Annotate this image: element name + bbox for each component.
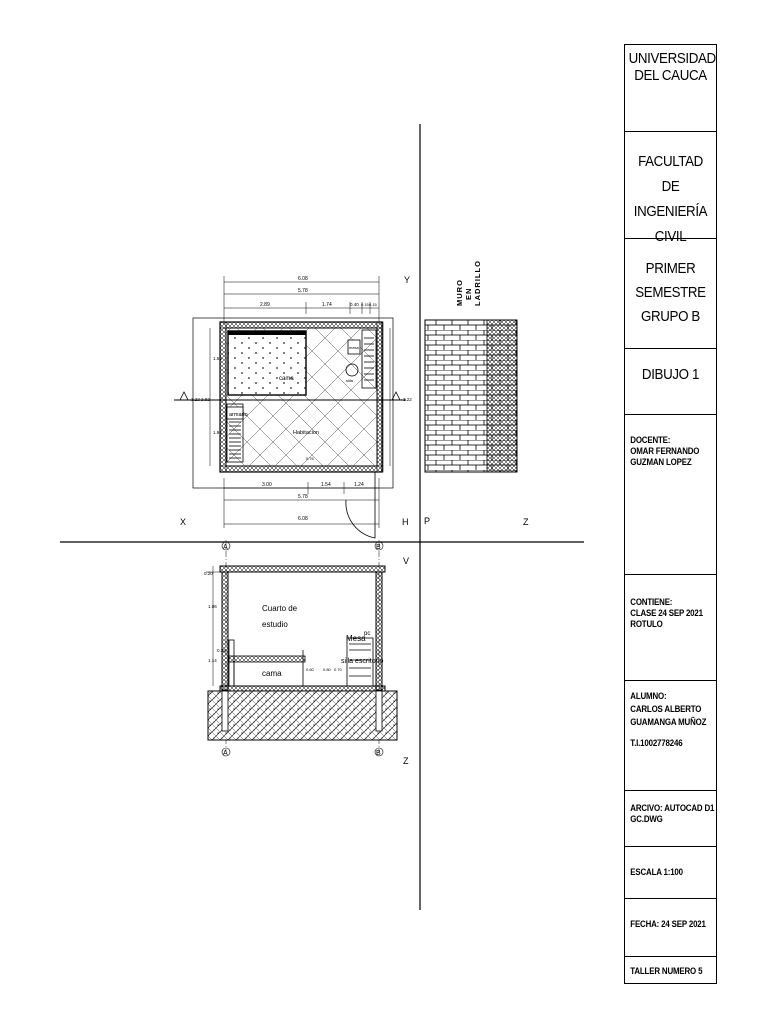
dim-top-b: 1.74 <box>322 302 332 308</box>
tb-contents <box>625 575 716 681</box>
tb-teacher-name-2: GUZMAN LOPEZ <box>630 457 692 467</box>
tb-contents-line-2: ROTULO <box>630 619 663 629</box>
label-z-bottom: Z <box>403 756 409 766</box>
sec-room-label-1: Cuarto de <box>262 604 298 613</box>
wall-label-1: MURO <box>455 279 464 306</box>
tb-student-name-1: CARLOS ALBERTO <box>630 704 702 714</box>
sec-dim-e: 0.60 <box>306 667 314 672</box>
dim-top-a: 2.89 <box>260 302 270 308</box>
tb-faculty-line-2: INGENIERÍA <box>633 204 708 220</box>
tb-workshop-text: TALLER NUMERO 5 <box>630 966 703 976</box>
tb-student-label: ALUMNO: <box>630 691 667 701</box>
sec-dim-a: 0.20 <box>204 571 213 576</box>
wall-label-3: LADRILLO <box>473 260 482 306</box>
plan-desk-label: mesa <box>349 345 359 350</box>
tb-drawing <box>625 349 716 415</box>
dim-bottom-total: 6.08 <box>298 516 308 522</box>
tb-drawing-title: DIBUJO 1 <box>641 367 700 383</box>
tb-contents-label: CONTIENE: <box>630 597 673 607</box>
dim-top-c: 0.40 <box>350 302 359 307</box>
tb-file-line-2: GC.DWG <box>630 814 663 824</box>
sec-pc-label: pc <box>364 631 371 637</box>
tb-university-line-1: UNIVERSIDAD <box>628 51 716 67</box>
dim-left-b: 1.92 <box>213 430 222 435</box>
dim-bottom-inner: 5.78 <box>298 494 308 500</box>
sec-dim-c: 0.38 <box>217 648 226 653</box>
tb-faculty-line-1: FACULTAD DE <box>638 154 703 195</box>
sec-bed-label: cama <box>262 669 282 678</box>
dim-bottom-b: 1.54 <box>321 482 331 488</box>
axis-a-top: A <box>223 544 228 551</box>
dim-top-d: 0.15 <box>361 302 369 307</box>
tb-teacher-name-1: OMAR FERNANDO <box>630 446 700 456</box>
tb-semester <box>625 239 716 349</box>
plan-inner-dim: 5.76 <box>306 456 314 461</box>
tb-date-text: FECHA: 24 SEP 2021 <box>630 919 706 929</box>
sec-dim-g: 0.70 <box>334 667 342 672</box>
tb-contents-line-1: CLASE 24 SEP 2021 <box>630 608 703 618</box>
tb-faculty-line-3: CIVIL <box>654 229 687 245</box>
label-v: V <box>403 556 410 566</box>
floor-plan <box>174 276 412 538</box>
tb-semester-line-3: GRUPO B <box>641 309 700 325</box>
dim-bottom-c: 1.24 <box>354 482 364 488</box>
section-view <box>204 540 397 757</box>
plan-chair-label: silla <box>346 378 353 383</box>
label-h: H <box>402 517 409 527</box>
tb-university <box>625 45 716 132</box>
sec-dim-b: 1.06 <box>208 604 217 609</box>
tb-semester-line-1: PRIMER <box>645 261 696 277</box>
dim-top-inner: 5.78 <box>298 288 308 294</box>
sec-dim-f: 0.80 <box>323 667 331 672</box>
tb-teacher-label: DOCENTE: <box>630 435 671 445</box>
tb-faculty <box>625 132 716 245</box>
label-p: P <box>424 516 431 526</box>
tb-scale <box>625 847 716 899</box>
tb-teacher <box>625 415 716 575</box>
dim-top-total: 6.08 <box>298 276 308 282</box>
sec-room-label-2: estudio <box>262 620 288 629</box>
tb-student <box>625 681 716 791</box>
dim-side-left: 3.22 <box>191 397 200 402</box>
tb-student-id: T.I.1002778246 <box>630 738 683 748</box>
plan-room-label: Habitacion <box>293 430 319 436</box>
plan-bed-label: cama <box>279 376 294 382</box>
axis-b-top: B <box>376 544 381 551</box>
dim-top-e: 0.15 <box>369 302 377 307</box>
sec-desk-label: Mesa <box>346 634 366 643</box>
tb-workshop <box>625 957 716 983</box>
sec-dim-d: 1.14 <box>208 658 217 663</box>
axis-a-bottom: A <box>223 750 228 757</box>
wall-label-2: EN <box>464 287 473 300</box>
tb-scale-text: ESCALA 1:100 <box>630 867 683 877</box>
tb-file <box>625 791 716 847</box>
sec-chair-label: silla escritorio <box>341 658 384 665</box>
dim-side-left-2: 2.92 <box>201 397 210 402</box>
plan-closet-label: armario <box>229 412 248 418</box>
dim-left-a: 1.56 <box>213 356 222 361</box>
label-x: X <box>180 517 187 527</box>
label-y: Y <box>404 275 411 285</box>
tb-university-line-2: DEL CAUCA <box>634 68 707 84</box>
brick-wall-view <box>425 260 517 472</box>
tb-file-line-1: ARCIVO: AUTOCAD D1 <box>630 803 715 813</box>
tb-semester-line-2: SEMESTRE <box>635 285 706 301</box>
dim-side-right: 3.22 <box>403 397 412 402</box>
dim-bottom-a: 3.00 <box>262 482 272 488</box>
axis-b-bottom: B <box>376 750 381 757</box>
title-block <box>624 44 717 984</box>
tb-date <box>625 899 716 957</box>
tb-student-name-2: GUAMANGA MUÑOZ <box>630 717 707 727</box>
label-z-right: Z <box>523 517 529 527</box>
